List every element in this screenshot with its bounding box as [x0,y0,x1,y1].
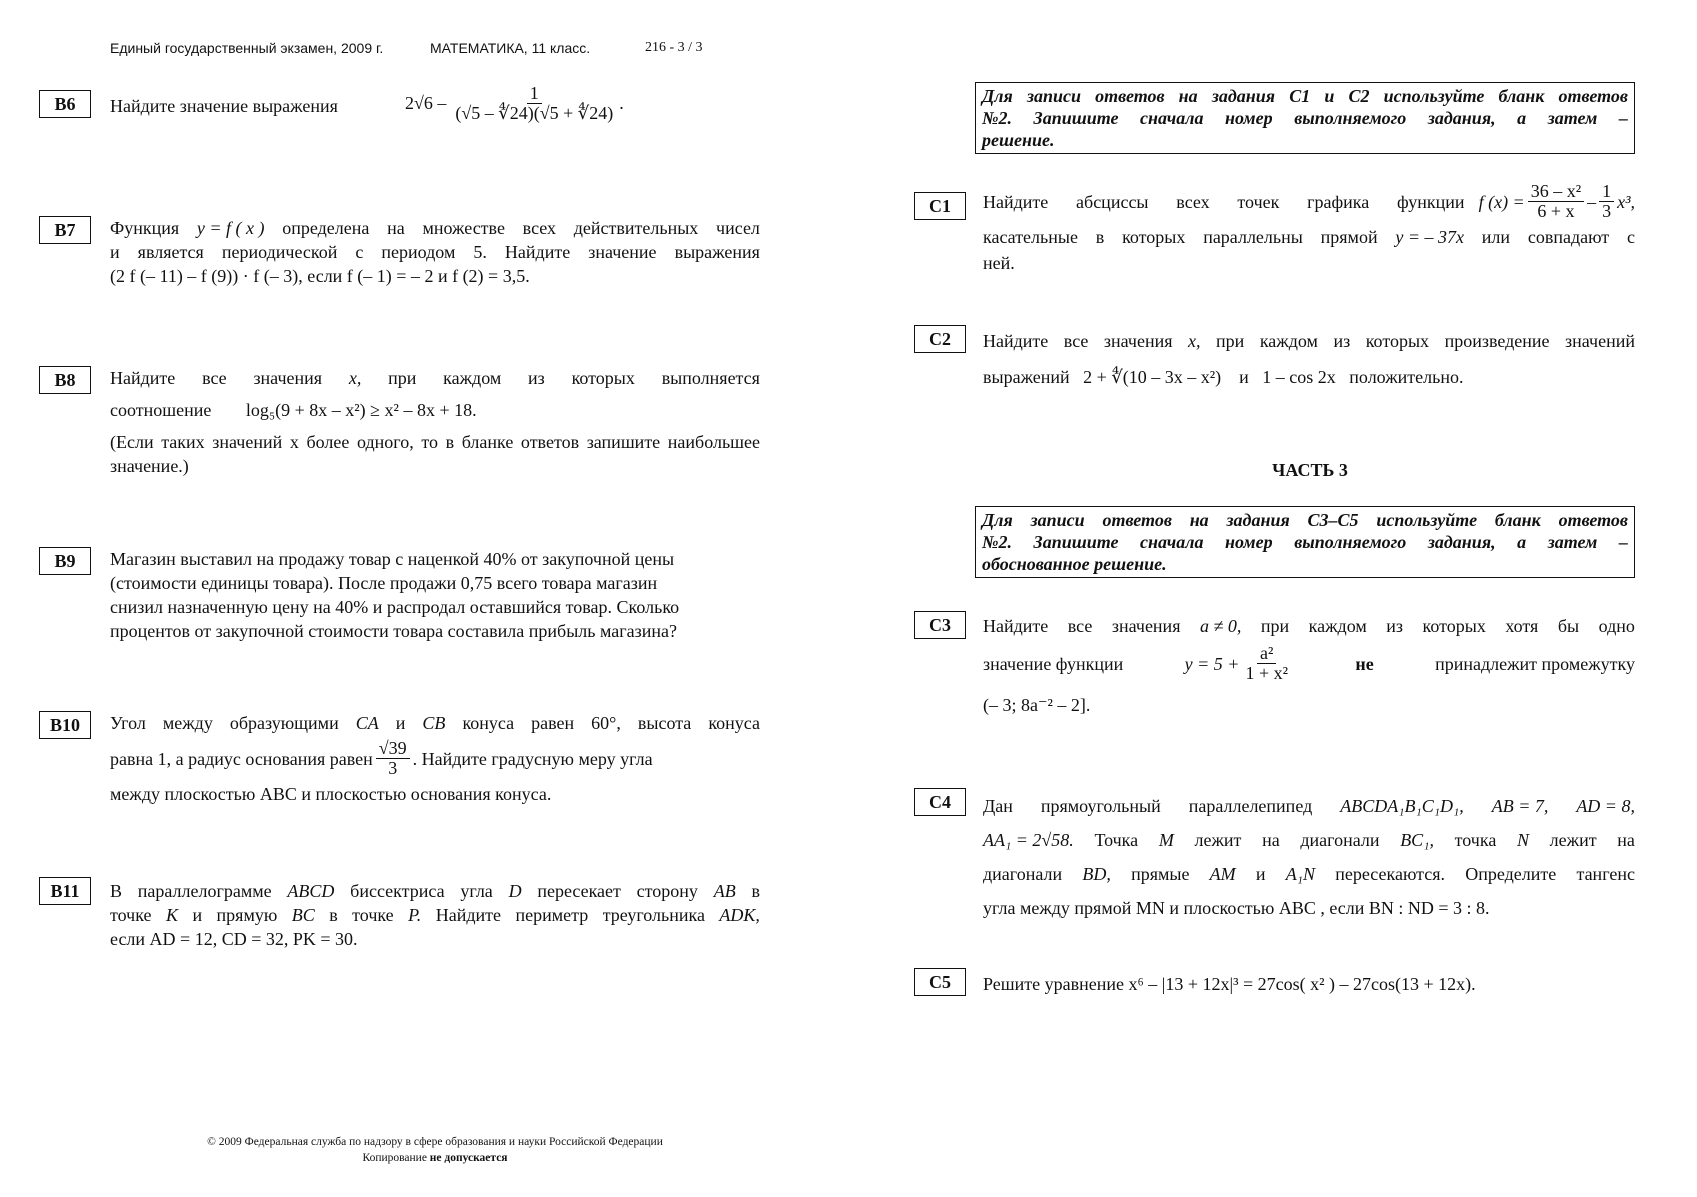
c4-text [983,789,1635,925]
c4-line-4: угла между прямой MN и плоскостью ABC , если BN : ND = 3 : 8. [983,898,1490,918]
task-label-c5: C5 [914,968,966,996]
task-label-b6: B6 [39,90,91,118]
b6-numerator: 1 [527,84,542,104]
c4-line-1: Дан прямоугольный параллелепипед ABCDA₁B₁C₁D₁, AB = 7, AD = 8, [983,796,1635,816]
b9-line-2: (стоимости единицы товара). После продажи 0,75 всего товара магазин [110,573,658,593]
header-subject: МАТЕМАТИКА, 11 класс. [430,40,591,56]
b6-tail: . [619,93,624,113]
task-label-b11: B11 [39,877,91,905]
b7-line-2: и является периодической с периодом 5. Найдите значение выражения [110,242,760,262]
b9-text [110,547,760,643]
task-label-c4: C4 [914,788,966,816]
b6-text: Найдите значение выражения [110,96,338,116]
c1-line-3: ней. [983,253,1015,273]
task-label-c1: C1 [914,192,966,220]
c4-line-2: AA₁ = 2√58. Точка M лежит на диагонали BC₁, точка N лежит на [983,830,1635,850]
task-label-c3: C3 [914,611,966,639]
c3-text [983,614,1635,717]
b8-line-2: соотношение log₅(9 + 8x – x²) ≥ x² – 8x + 18. [110,400,477,420]
c3-line-2: значение функции y = 5 + $\frac{\text{a²}}{\text{1 + x²}}$ не принадлежит промежутку [983,643,1635,683]
header-exam: Единый государственный экзамен, 2009 г. [110,40,384,56]
c3-line-3: (– 3; 8a⁻² – 2]. [983,695,1091,715]
b8-formula: log₅(9 + 8x – x²) ≥ x² – 8x + 18. [245,400,477,420]
footer-copy-note: Копирование не допускается [362,1152,508,1164]
c1-line-1: Найдите абсциссы всех точек графика функции f (x) = $\frac{\text{36 – x²}}{6 + x}$ – $\frac{1}{3}$ x³, [983,181,1635,221]
b11-line-3: если AD = 12, CD = 32, PK = 30. [110,929,358,949]
b7-line-3: (2 f (– 11) – f (9)) · f (– 3), если f (– 1) = – 2 и f (2) = 3,5. [110,266,530,286]
part-3-heading: ЧАСТЬ 3 [1272,460,1348,480]
c1-fraction-2: $\frac{1}{3}$ [1599,182,1614,221]
b6-expr-lead: 2√6 – [405,93,447,113]
b8-line-1: Найдите все значения x, при каждом из которых выполняется [110,368,760,388]
b11-text [110,879,760,951]
instruction-box-c3-c5: Для записи ответов на задания C3–C5 используйте бланк ответов №2. Запишите сначала номер выполняемого задания, а затем – обоснованное решение. [975,506,1635,578]
b7-line-1: Функция y = f ( x ) определена на множестве всех действительных чисел [110,218,760,238]
task-label-c2: C2 [914,325,966,353]
c1-line-2: касательные в которых параллельны прямой y = – 37x или совпадают с [983,227,1635,247]
task-label-b10: B10 [39,711,91,739]
b10-text [110,711,760,806]
b6-expression [405,84,624,123]
b10-line-2: равна 1, а радиус основания равен $\frac{√39}{3}$ . Найдите градусную меру угла [110,738,653,778]
b9-line-3: снизил назначенную цену на 40% и распродал оставшийся товар. Сколько [110,597,680,617]
b6-denominator: (√5 – ∜24)(√5 + ∜24) [455,103,614,123]
b10-fraction: $\frac{√39}{3}$ [376,739,410,778]
c3-line-1: Найдите все значения a ≠ 0, при каждом из которых хотя бы одно [983,616,1635,636]
task-label-b9: B9 [39,547,91,575]
b8-note: (Если таких значений x более одного, то в бланке ответов запишите наибольшее значение.) [110,432,760,476]
task-label-b8: B8 [39,366,91,394]
task-label-b7: B7 [39,216,91,244]
instruction-box-c1-c2: Для записи ответов на задания C1 и C2 используйте бланк ответов №2. Запишите сначала номер выполняемого задания, а затем – решение. [975,82,1635,154]
c2-text [983,329,1635,389]
c4-line-3: диагонали BD, прямые AM и A₁N пересекаются. Определите тангенс [983,864,1635,884]
b10-line-3: между плоскостью ABC и плоскостью основания конуса. [110,784,552,804]
b11-line-2: точке K и прямую BC в точке P. Найдите периметр треугольника ADK, [110,905,760,925]
b10-line-1: Угол между образующими CA и CB конуса равен 60°, высота конуса [110,713,760,733]
b9-line-1: Магазин выставил на продажу товар с наценкой 40% от закупочной цены [110,549,675,569]
footer-copyright: © 2009 Федеральная служба по надзору в сфере образования и науки Российской Федерации [207,1136,663,1148]
b8-text [110,366,760,478]
c1-text [983,182,1635,275]
c3-fraction: $\frac{\text{a²}}{\text{1 + x²}}$ [1245,643,1289,683]
c1-fraction-1: $\frac{\text{36 – x²}}{6 + x}$ [1528,182,1584,221]
b9-line-4: процентов от закупочной стоимости товара составила прибыль магазина? [110,621,677,641]
c2-line-2: выражений 2 + ∜(10 – 3x – x²) и 1 – cos 2x положительно. [983,367,1464,387]
c2-line-1: Найдите все значения x, при каждом из которых произведение значений [983,331,1635,351]
b7-text [110,216,760,288]
b6-fraction [452,84,616,123]
c5-text: Решите уравнение x⁶ – |13 + 12x|³ = 27cos( x² ) – 27cos(13 + 12x). [983,974,1476,994]
header-code: 216 - 3 / 3 [645,40,703,55]
b11-line-1: В параллелограмме ABCD биссектриса угла D пересекает сторону AB в [110,881,760,901]
